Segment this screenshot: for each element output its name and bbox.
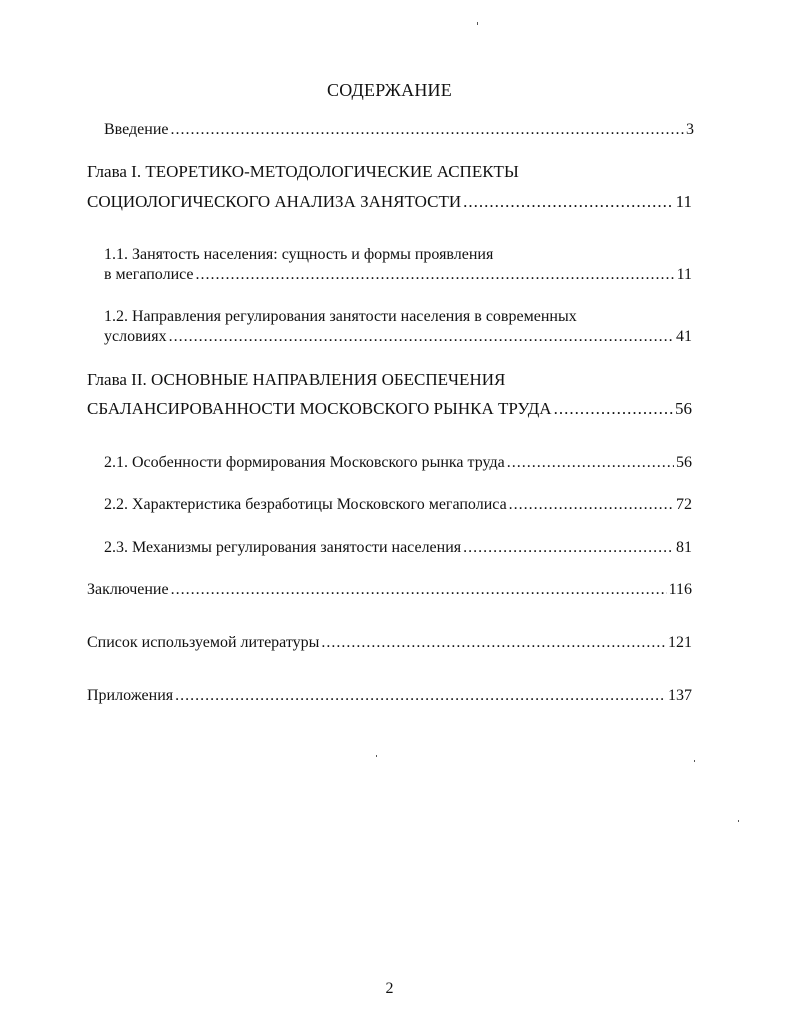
toc-entry-s2-3[interactable] <box>104 538 692 558</box>
toc-leader-dots <box>507 453 674 473</box>
toc-page-number: 56 <box>676 454 692 471</box>
scan-speck <box>694 760 695 762</box>
toc-leader-dots <box>554 399 673 419</box>
page-number: 2 <box>385 980 394 997</box>
toc-label: Приложения <box>87 687 174 704</box>
toc-page-number: 41 <box>676 328 692 345</box>
toc-page-number: 11 <box>676 266 692 283</box>
toc-leader-dots <box>463 192 673 212</box>
toc-label: 2.1. Особенности формирования Московского рынка труда <box>104 454 505 471</box>
toc-chapter1-line1: Глава I. ТЕОРЕТИКО-МЕТОДОЛОГИЧЕСКИЕ АСПЕКТЫ <box>87 162 519 181</box>
toc-label: в мегаполисе <box>104 266 194 283</box>
toc-page-number: 121 <box>668 634 692 651</box>
toc-leader-dots <box>463 538 674 558</box>
toc-leader-dots <box>169 327 674 347</box>
toc-label: Список используемой литературы <box>87 634 320 651</box>
toc-leader-dots <box>196 265 675 285</box>
toc-entry-intro[interactable] <box>104 120 694 140</box>
toc-entry-s1-2[interactable] <box>104 327 692 347</box>
toc-leader-dots <box>171 580 667 600</box>
toc-page-number: 3 <box>686 121 694 138</box>
toc-leader-dots <box>175 686 666 706</box>
toc-entry-s2-2[interactable] <box>104 495 692 515</box>
toc-entry-literature[interactable] <box>87 633 692 653</box>
toc-leader-dots <box>171 120 685 140</box>
toc-entry-chapter2[interactable] <box>87 399 692 419</box>
toc-leader-dots <box>321 633 666 653</box>
scan-speck <box>738 820 739 822</box>
toc-page-number: 11 <box>675 192 692 211</box>
toc-page-number: 72 <box>676 496 692 513</box>
toc-label: условиях <box>104 328 167 345</box>
toc-entry-chapter1[interactable] <box>87 192 692 212</box>
toc-label: Введение <box>104 121 169 138</box>
toc-label: СБАЛАНСИРОВАННОСТИ МОСКОВСКОГО РЫНКА ТРУДА <box>87 399 552 418</box>
toc-label: СОЦИОЛОГИЧЕСКОГО АНАЛИЗА ЗАНЯТОСТИ <box>87 192 462 211</box>
toc-s1-1-line1: 1.1. Занятость населения: сущность и формы проявления <box>104 246 494 263</box>
toc-page-number: 81 <box>676 539 692 556</box>
toc-page-number: 137 <box>668 687 692 704</box>
toc-leader-dots <box>509 495 674 515</box>
toc-entry-conclusion[interactable] <box>87 580 692 600</box>
scan-speck <box>376 755 377 757</box>
toc-label: 2.2. Характеристика безработицы Московского мегаполиса <box>104 496 507 513</box>
toc-page-number: 56 <box>675 399 692 418</box>
toc-label: 2.3. Механизмы регулирования занятости населения <box>104 539 462 556</box>
scan-speck <box>477 22 478 25</box>
page-title: СОДЕРЖАНИЕ <box>327 80 452 100</box>
toc-entry-appendix[interactable] <box>87 686 692 706</box>
toc-label: Заключение <box>87 581 169 598</box>
toc-entry-s2-1[interactable] <box>104 453 692 473</box>
toc-chapter2-line1: Глава II. ОСНОВНЫЕ НАПРАВЛЕНИЯ ОБЕСПЕЧЕНИЯ <box>87 370 506 389</box>
toc-entry-s1-1[interactable] <box>104 265 692 285</box>
toc-s1-2-line1: 1.2. Направления регулирования занятости населения в современных <box>104 308 577 325</box>
toc-page-number: 116 <box>668 581 692 598</box>
